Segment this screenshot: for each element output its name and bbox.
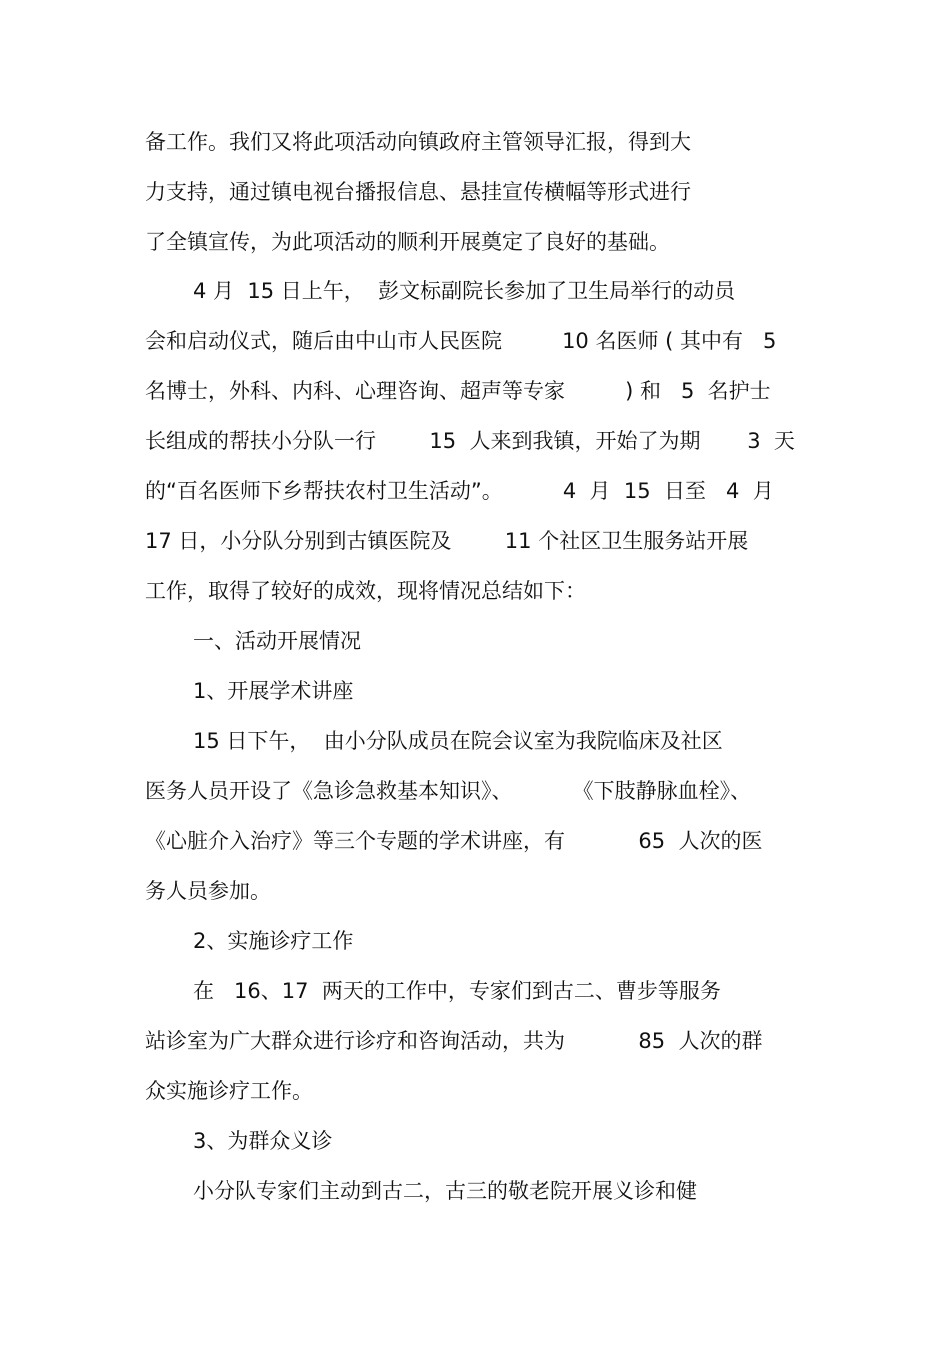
paragraph-line: 17 日，小分队分别到古镇医院及 11 个社区卫生服务站开展 <box>145 529 749 553</box>
paragraph-line: 了全镇宣传，为此项活动的顺利开展奠定了良好的基础。 <box>145 230 670 254</box>
paragraph-line: 长组成的帮扶小分队一行 15 人来到我镇，开始了为期 3 天 <box>145 429 795 453</box>
paragraph-line: 4 月 15 日上午， 彭文标副院长参加了卫生局举行的动员 <box>193 279 736 303</box>
paragraph-line: 在 16、17 两天的工作中，专家们到古二、曹步等服务 <box>193 979 721 1003</box>
paragraph-line: 众实施诊疗工作。 <box>145 1079 313 1103</box>
subsection-heading: 3、为群众义诊 <box>193 1129 333 1153</box>
subsection-heading: 2、实施诊疗工作 <box>193 929 354 953</box>
section-heading: 一、活动开展情况 <box>193 629 361 653</box>
paragraph-line: 的“百名医师下乡帮扶农村卫生活动”。 4 月 15 日至 4 月 <box>145 479 774 503</box>
paragraph-line: 小分队专家们主动到古二，古三的敬老院开展义诊和健 <box>193 1179 697 1203</box>
paragraph-line: 工作，取得了较好的成效，现将情况总结如下： <box>145 579 586 603</box>
paragraph-line: 站诊室为广大群众进行诊疗和咨询活动，共为 85 人次的群 <box>145 1029 763 1053</box>
paragraph-line: 《心脏介入治疗》等三个专题的学术讲座，有 65 人次的医 <box>145 829 763 853</box>
paragraph-line: 会和启动仪式，随后由中山市人民医院 10 名医师 ( 其中有 5 <box>145 329 777 353</box>
paragraph-line: 名博士，外科、内科、心理咨询、超声等专家 ) 和 5 名护士 <box>145 379 771 403</box>
paragraph-line: 务人员参加。 <box>145 879 271 903</box>
subsection-heading: 1、开展学术讲座 <box>193 679 354 703</box>
paragraph-line: 医务人员开设了《急诊急救基本知识》、 《下肢静脉血栓》、 <box>145 779 752 803</box>
paragraph-line: 力支持，通过镇电视台播报信息、悬挂宣传横幅等形式进行 <box>145 180 691 204</box>
paragraph-line: 15 日下午， 由小分队成员在院会议室为我院临床及社区 <box>193 729 723 753</box>
paragraph-line: 备工作。我们又将此项活动向镇政府主管领导汇报，得到大 <box>145 130 691 154</box>
